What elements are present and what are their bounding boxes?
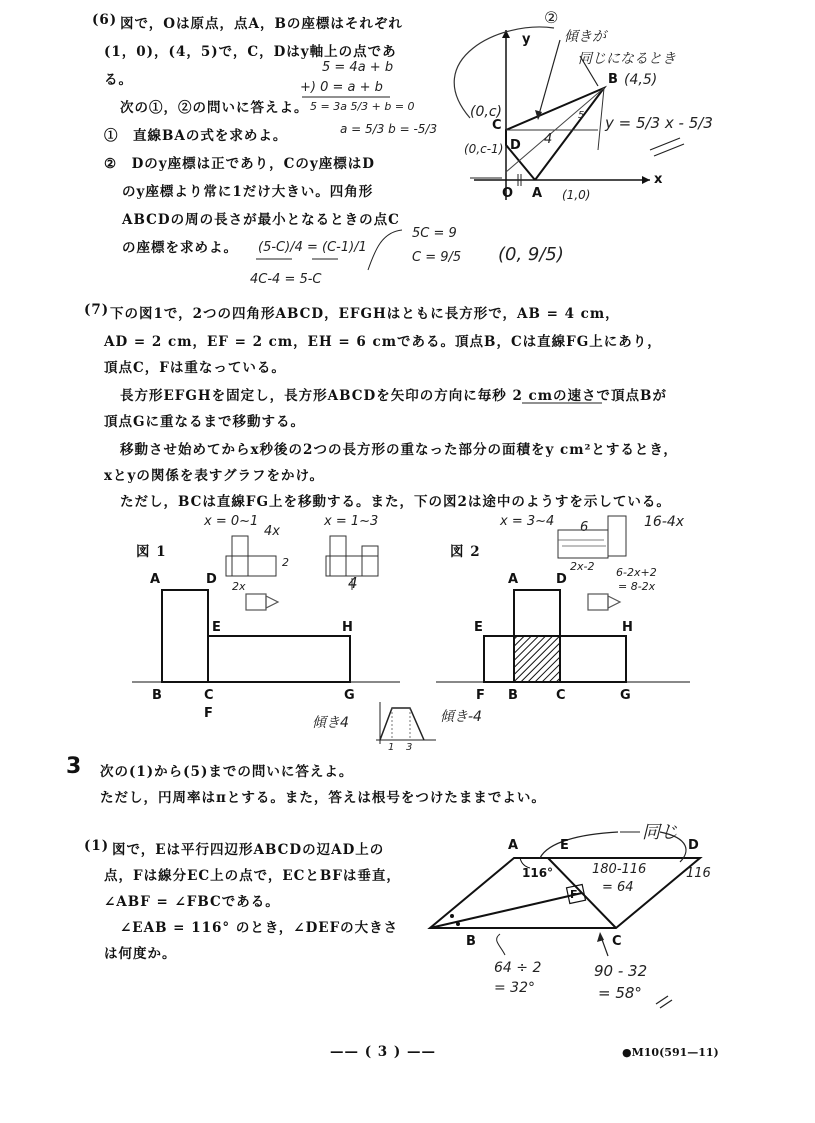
q3-1-number: (1) bbox=[84, 838, 110, 854]
fig1-label-a: A bbox=[150, 572, 161, 587]
q3-1-line-3: ∠ABF = ∠FBCである。 bbox=[104, 894, 280, 910]
hw-angle-calc2: = 64 bbox=[602, 880, 634, 895]
fig1-label-e: E bbox=[212, 620, 221, 635]
q6-sub2-line1: ② Dのy座標は正であり，Cのy座標はD bbox=[104, 156, 375, 172]
q6-line-2: (1，0)，(4，5)で，C，Dはy軸上の点であ bbox=[104, 44, 397, 60]
q7-number: (7) bbox=[84, 302, 110, 318]
q7-line-1: 下の図1で，2つの四角形ABCD，EFGHはともに長方形で，AB = 4 cm， bbox=[110, 306, 620, 322]
q7-line-2: AD = 2 cm，EF = 2 cm，EH = 6 cmである。頂点B，Cは直線FG上にあり， bbox=[104, 334, 662, 350]
q3-1-angle-label: 116° bbox=[522, 866, 554, 880]
hw-label-c: (0,c) bbox=[470, 104, 502, 120]
hw-label-d: (0,c-1) bbox=[464, 142, 504, 156]
fig2-label-h: H bbox=[622, 620, 633, 635]
q6-line-1: 図で，Oは原点，点A，Bの座標はそれぞれ bbox=[120, 16, 403, 32]
hw-calc4: C = 9/5 bbox=[412, 250, 462, 265]
hw-w2: 2 bbox=[282, 556, 289, 569]
fig2-label-d: D bbox=[556, 572, 567, 587]
hw-calc1: (5-C)/4 = (C-1)/1 bbox=[258, 240, 367, 255]
hw-answer: (0, 9/5) bbox=[498, 244, 564, 265]
graph-label-d: D bbox=[510, 138, 521, 153]
q3-1-line-5: は何度か。 bbox=[104, 946, 177, 962]
hw-same: 同じ bbox=[642, 822, 678, 843]
hw-six: 6 bbox=[580, 520, 589, 535]
hw-half2: = 32° bbox=[494, 980, 535, 996]
fig2-label-a: A bbox=[508, 572, 519, 587]
q3-1-label-d: D bbox=[688, 838, 699, 853]
q6-number: (6) bbox=[92, 12, 118, 28]
q3-1-label-f: F bbox=[570, 888, 578, 901]
fig2-label-e: E bbox=[474, 620, 483, 635]
fig1-label-h: H bbox=[342, 620, 353, 635]
hw-expr1: 16-4x bbox=[644, 514, 685, 530]
fig1-label-f: F bbox=[204, 706, 213, 721]
q7-line-3: 頂点C，Fは重なっている。 bbox=[104, 360, 286, 376]
q3-1-label-e: E bbox=[560, 838, 569, 853]
hw-range2: x = 1~3 bbox=[324, 514, 379, 529]
fig2-title: 図 2 bbox=[450, 544, 481, 560]
page-number: —— ( 3 ) —— bbox=[330, 1044, 436, 1060]
exam-code: ●M10(591—11) bbox=[622, 1046, 719, 1059]
q7-line-4: 長方形EFGHを固定し，長方形ABCDを矢印の方向に毎秒 2 cmの速さで頂点Bが bbox=[120, 388, 667, 404]
hw-label-b: (4,5) bbox=[624, 72, 658, 88]
section3-intro: 次の(1)から(5)までの問いに答えよ。 bbox=[100, 764, 354, 780]
hw-half1: 64 ÷ 2 bbox=[494, 960, 542, 976]
hw-mark-4: 4 bbox=[544, 132, 553, 147]
hw-eq1: 5 = 4a + b bbox=[322, 60, 394, 75]
q6-sub1: ① 直線BAの式を求めよ。 bbox=[104, 128, 288, 144]
hw-t1: 1 bbox=[388, 742, 395, 753]
hw-eq4: a = 5/3 b = -5/3 bbox=[340, 122, 438, 136]
hw-area1: 4x bbox=[264, 524, 280, 539]
q7-line-6: 移動させ始めてからx秒後の2つの長方形の重なった部分の面積をy cm²とするとき， bbox=[120, 442, 678, 458]
hw-range1: x = 0~1 bbox=[204, 514, 259, 529]
hw-line-eq: y = 5/3 x - 5/3 bbox=[605, 114, 713, 132]
hw-eq3: 5 = 3a 5/3 + b = 0 bbox=[310, 100, 415, 113]
q3-1-label-a: A bbox=[508, 838, 519, 853]
hw-calc3: 5C = 9 bbox=[412, 226, 457, 241]
hw-w2x: 2x bbox=[232, 580, 246, 593]
hw-angle-calc1: 180-116 bbox=[592, 862, 647, 877]
fig2-label-c: C bbox=[556, 688, 566, 703]
fig2-label-b: B bbox=[508, 688, 518, 703]
q7-line-5: 頂点Gに重なるまで移動する。 bbox=[104, 414, 306, 430]
hw-note-num: ② bbox=[544, 8, 559, 27]
q6-sub2-line3: ABCDの周の長さが最小となるときの点C bbox=[122, 212, 400, 228]
graph-label-o: O bbox=[502, 186, 514, 201]
hw-label-a: (1,0) bbox=[562, 188, 591, 202]
hw-expr4: = 8-2x bbox=[618, 580, 656, 593]
q6-sub2-line4: の座標を求めよ。 bbox=[122, 240, 238, 256]
fig2-label-f: F bbox=[476, 688, 485, 703]
hw-expr2: 2x-2 bbox=[570, 560, 595, 573]
hw-note2: 同じになるとき bbox=[578, 51, 676, 67]
q3-1-label-b: B bbox=[466, 934, 476, 949]
q7-line-7: xとyの関係を表すグラフをかけ。 bbox=[104, 468, 324, 484]
fig1-label-c: C bbox=[204, 688, 214, 703]
hw-calc2: 4C-4 = 5-C bbox=[250, 272, 322, 287]
section3-number: 3 bbox=[66, 754, 82, 779]
hw-ans1: 90 - 32 bbox=[594, 962, 648, 980]
q3-1-label-c: C bbox=[612, 934, 622, 949]
fig1-title: 図 1 bbox=[136, 544, 167, 560]
hw-d116: 116 bbox=[686, 866, 711, 881]
hw-expr3: 6-2x+2 bbox=[616, 566, 657, 579]
q3-1-line-1: 図で，Eは平行四辺形ABCDの辺AD上の bbox=[112, 842, 385, 858]
q3-1-line-2: 点，Fは線分EC上の点で，ECとBFは垂直， bbox=[104, 868, 401, 884]
hw-mark-5: 5 bbox=[578, 110, 585, 121]
hw-note1: 傾きが bbox=[564, 29, 606, 45]
fig1-label-b: B bbox=[152, 688, 162, 703]
fig1-label-g: G bbox=[344, 688, 355, 703]
hw-ans2: = 58° bbox=[598, 984, 642, 1002]
hw-t3: 3 bbox=[406, 742, 413, 753]
q3-1-line-4: ∠EAB = 116° のとき，∠DEFの大きさ bbox=[120, 920, 399, 936]
q6-line-4: 次の①，②の問いに答えよ。 bbox=[120, 100, 309, 116]
q6-line-3: る。 bbox=[104, 72, 133, 88]
hw-four: 4 bbox=[348, 574, 358, 592]
fig2-label-g: G bbox=[620, 688, 631, 703]
graph-label-y: y bbox=[522, 32, 531, 47]
hw-eq2: +) 0 = a + b bbox=[300, 80, 383, 95]
graph-label-a: A bbox=[532, 186, 543, 201]
hw-range3: x = 3~4 bbox=[500, 514, 555, 529]
q6-sub2-line2: のy座標より常に1だけ大きい。四角形 bbox=[122, 184, 374, 200]
fig1-label-d: D bbox=[206, 572, 217, 587]
section3-note: ただし，円周率はπとする。また，答えは根号をつけたままでよい。 bbox=[100, 790, 546, 806]
graph-label-b: B bbox=[608, 72, 618, 87]
hw-slope1: 傾き4 bbox=[312, 715, 349, 731]
hw-slope2: 傾き-4 bbox=[440, 709, 482, 725]
graph-label-c: C bbox=[492, 118, 502, 133]
q7-line-8: ただし，BCは直線FG上を移動する。また，下の図2は途中のようすを示している。 bbox=[120, 494, 671, 510]
graph-label-x: x bbox=[654, 172, 663, 187]
